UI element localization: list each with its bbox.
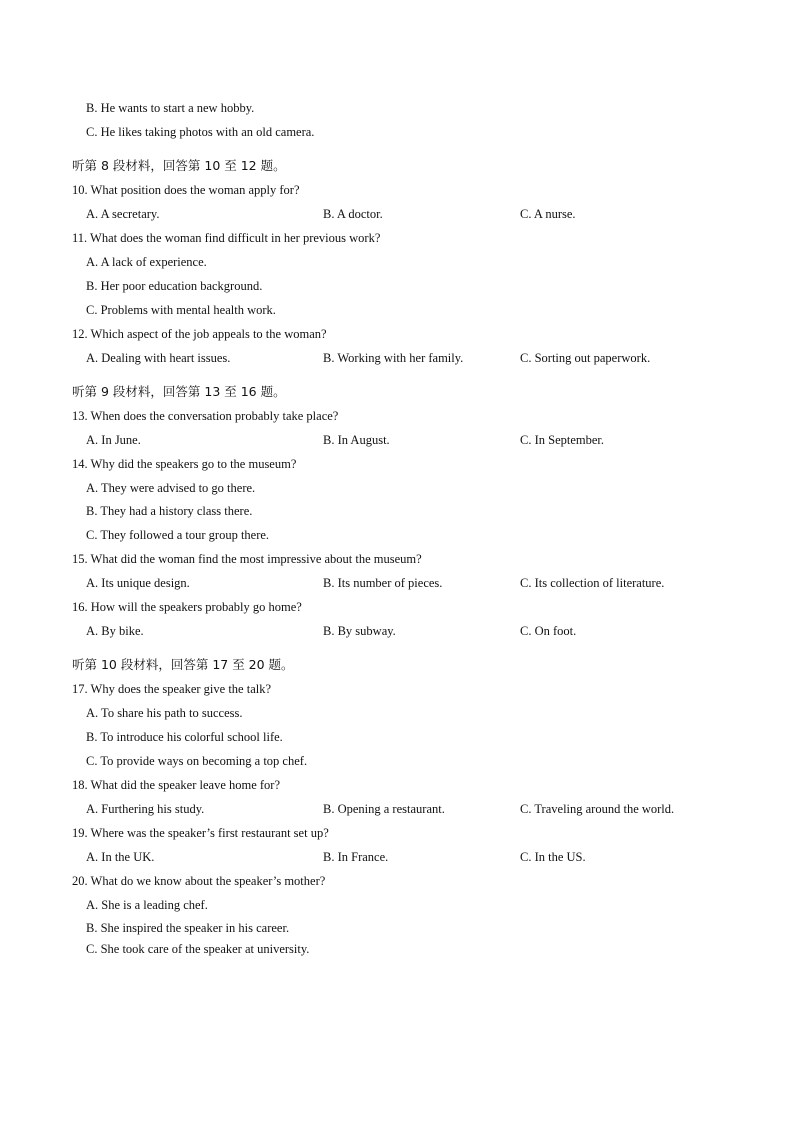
q16-option-b: B. By subway. — [323, 624, 396, 638]
question-10: 10. What position does the woman apply for? — [72, 183, 300, 197]
question-20: 20. What do we know about the speaker’s mother? — [72, 874, 326, 888]
q14-option-a: A. They were advised to go there. — [86, 481, 256, 495]
question-13: 13. When does the conversation probably take place? — [72, 409, 339, 423]
q20-option-b: B. She inspired the speaker in his career. — [86, 921, 290, 935]
q18-option-a: A. Furthering his study. — [86, 802, 205, 816]
q19-option-b: B. In France. — [323, 850, 389, 864]
question-18: 18. What did the speaker leave home for? — [72, 778, 281, 792]
question-16: 16. How will the speakers probably go home? — [72, 600, 302, 614]
q12-option-c: C. Sorting out paperwork. — [520, 351, 651, 365]
q13-option-a: A. In June. — [86, 433, 141, 447]
q15-option-b: B. Its number of pieces. — [323, 576, 443, 590]
q11-option-c: C. Problems with mental health work. — [86, 303, 276, 317]
q16-option-a: A. By bike. — [86, 624, 144, 638]
q20-option-a: A. She is a leading chef. — [86, 898, 208, 912]
option-c: C. He likes taking photos with an old camera. — [86, 125, 315, 139]
q19-option-c: C. In the US. — [520, 850, 586, 864]
question-12: 12. Which aspect of the job appeals to the woman? — [72, 327, 327, 341]
q18-option-b: B. Opening a restaurant. — [323, 802, 445, 816]
q11-option-a: A. A lack of experience. — [86, 255, 207, 269]
q10-option-c: C. A nurse. — [520, 207, 576, 221]
q11-option-b: B. Her poor education background. — [86, 279, 263, 293]
question-11: 11. What does the woman find difficult in her previous work? — [72, 231, 381, 245]
q12-option-a: A. Dealing with heart issues. — [86, 351, 231, 365]
q17-option-b: B. To introduce his colorful school life. — [86, 730, 283, 744]
section-heading-9: 听第 9 段材料，回答第 13 至 16 题。 — [72, 384, 286, 399]
question-19: 19. Where was the speaker’s first restaurant set up? — [72, 826, 329, 840]
q15-option-c: C. Its collection of literature. — [520, 576, 665, 590]
section-heading-10: 听第 10 段材料，回答第 17 至 20 题。 — [72, 657, 294, 672]
q10-option-b: B. A doctor. — [323, 207, 383, 221]
q13-option-c: C. In September. — [520, 433, 605, 447]
q15-option-a: A. Its unique design. — [86, 576, 190, 590]
question-14: 14. Why did the speakers go to the museum? — [72, 457, 297, 471]
q19-option-a: A. In the UK. — [86, 850, 155, 864]
q12-option-b: B. Working with her family. — [323, 351, 464, 365]
question-15: 15. What did the woman find the most impressive about the museum? — [72, 552, 422, 566]
section-heading-8: 听第 8 段材料，回答第 10 至 12 题。 — [72, 158, 286, 173]
q17-option-a: A. To share his path to success. — [86, 706, 243, 720]
q10-option-a: A. A secretary. — [86, 207, 160, 221]
option-b: B. He wants to start a new hobby. — [86, 101, 255, 115]
q20-option-c: C. She took care of the speaker at university. — [86, 942, 310, 956]
question-17: 17. Why does the speaker give the talk? — [72, 682, 272, 696]
q14-option-c: C. They followed a tour group there. — [86, 528, 270, 542]
q17-option-c: C. To provide ways on becoming a top chef. — [86, 754, 308, 768]
q13-option-b: B. In August. — [323, 433, 390, 447]
q16-option-c: C. On foot. — [520, 624, 577, 638]
q18-option-c: C. Traveling around the world. — [520, 802, 675, 816]
q14-option-b: B. They had a history class there. — [86, 504, 253, 518]
